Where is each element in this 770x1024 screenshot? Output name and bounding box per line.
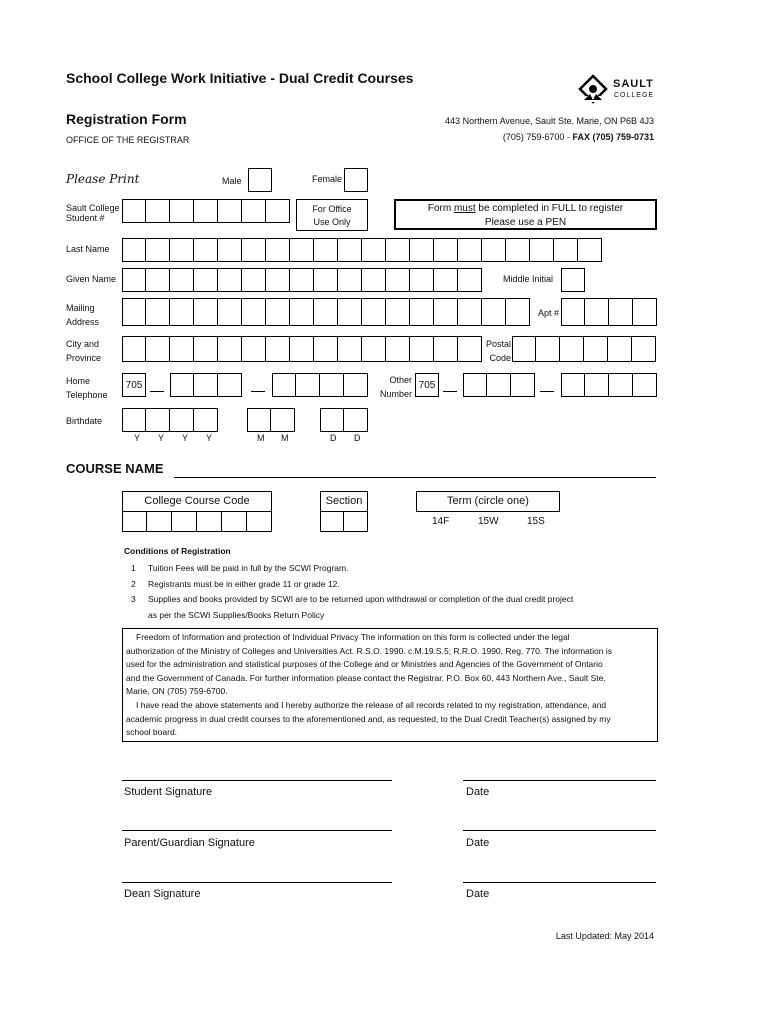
student-number-label-line2: Student #: [66, 213, 105, 223]
office-use-box: [296, 199, 368, 231]
home-phone-dash-2: [251, 391, 265, 392]
course-code-field[interactable]: [122, 511, 272, 532]
other-area-code-value: 705: [415, 373, 439, 397]
privacy-line: school board.: [126, 727, 178, 738]
date-letter: M: [257, 433, 265, 443]
home-phone-line-field[interactable]: [272, 373, 368, 397]
male-label: Male: [222, 176, 242, 186]
form-title: Registration Form: [66, 111, 187, 127]
logo-text-sault: SAULT: [613, 78, 654, 90]
birthdate-month-field[interactable]: [247, 408, 295, 432]
female-checkbox[interactable]: [344, 168, 368, 192]
city-label-line2: Province: [66, 353, 102, 363]
date-letter: Y: [206, 433, 213, 443]
dean-signature-label: Dean Signature: [124, 888, 201, 900]
date-letter: D: [330, 433, 337, 443]
condition-item: 3 Supplies and books provided by SCWI are to be returned upon withdrawal or completion of the dual credit project: [131, 594, 574, 604]
dean-signature-line[interactable]: [122, 882, 392, 883]
date-letter: Y: [182, 433, 189, 443]
please-print-note: Please Print: [66, 172, 140, 186]
privacy-line: and the Government of Canada. For further information please contact the Registrar. P.O. Box 60, 443 Northern Ave., Sault Ste.: [126, 672, 606, 683]
form-heading: School College Work Initiative - Dual Credit Courses: [66, 70, 414, 86]
postal-code-label: [486, 337, 511, 365]
parent-date-label: Date: [466, 837, 490, 849]
student-date-label: Date: [466, 786, 490, 798]
term-header: Term (circle one): [416, 491, 560, 512]
conditions-heading: Conditions of Registration: [124, 546, 231, 556]
city-province-label: [66, 337, 101, 365]
pen-notice-line1: Form must be completed in FULL to register: [427, 203, 624, 214]
other-number-label-line1: Other: [389, 375, 413, 385]
given-name-field[interactable]: [122, 268, 482, 292]
privacy-line: used for the administration and statistical purposes of the College and or Ministries and Agencies of the Government of Ontario: [126, 659, 603, 670]
postal-label-line2: Code: [489, 353, 512, 363]
home-telephone-label: [66, 374, 108, 402]
student-signature-line[interactable]: [122, 780, 392, 781]
middle-initial-label: Middle Initial: [503, 274, 554, 284]
fax-number: FAX (705) 759-0731: [572, 132, 654, 142]
apt-label: Apt #: [538, 308, 560, 318]
last-updated: Last Updated: May 2014: [555, 931, 654, 941]
course-name-line[interactable]: [174, 477, 656, 478]
privacy-line: Marie, ON (705) 759-6700.: [126, 686, 228, 697]
condition-item: 1 Tuition Fees will be paid in full by the SCWI Program.: [131, 563, 349, 573]
pen-notice: [394, 199, 657, 230]
birthdate-day-field[interactable]: [320, 408, 368, 432]
date-letter: Y: [158, 433, 165, 443]
date-letter: D: [354, 433, 361, 443]
other-phone-dash-1: [443, 391, 457, 392]
privacy-line: Freedom of Information and protection of Individual Privacy The information on this form is collected under the legal: [136, 632, 570, 642]
home-phone-dash-1: [150, 391, 164, 392]
parent-date-line[interactable]: [463, 830, 656, 831]
city-label-line1: City and: [66, 339, 100, 349]
term-option-15w[interactable]: 15W: [478, 516, 499, 527]
condition-item: 2 Registrants must be in either grade 11 or grade 12.: [131, 578, 340, 589]
last-name-field[interactable]: [122, 238, 602, 262]
office-use-line1: For Office: [312, 204, 352, 214]
parent-signature-line[interactable]: [122, 830, 392, 831]
student-signature-label: Student Signature: [124, 786, 213, 798]
privacy-line: academic progress in dual credit courses to the aforementioned and, as requested, to the Dual Credit Teacher(s) assigned by my: [126, 713, 611, 724]
condition-item-continued: as per the SCWI Supplies/Books Return Policy: [148, 609, 325, 620]
office-use-line2: Use Only: [313, 217, 351, 227]
student-number-label-line1: Sault College: [66, 203, 120, 213]
given-name-label: Given Name: [66, 274, 117, 284]
last-name-label: Last Name: [66, 244, 110, 254]
male-checkbox[interactable]: [248, 168, 272, 192]
other-number-label: [380, 373, 412, 401]
postal-code-field[interactable]: [512, 336, 656, 362]
privacy-line: I have read the above statements and I hereby authorize the release of all records related to my registration, attendance, and: [136, 699, 607, 710]
parent-signature-label: Parent/Guardian Signature: [124, 837, 255, 849]
home-phone-label-line1: Home: [66, 376, 91, 386]
home-phone-prefix-field[interactable]: [170, 373, 242, 397]
mailing-address-field[interactable]: [122, 298, 530, 326]
other-phone-prefix-field[interactable]: [463, 373, 535, 397]
apt-field[interactable]: [561, 298, 657, 326]
city-province-field[interactable]: [122, 336, 482, 362]
phone-number: (705) 759-6700 -: [502, 132, 573, 142]
term-option-15s[interactable]: 15S: [527, 516, 545, 527]
student-number-label: [66, 203, 120, 223]
office-label: OFFICE OF THE REGISTRAR: [66, 135, 190, 145]
middle-initial-field[interactable]: [561, 268, 585, 292]
other-area-code: [415, 373, 439, 397]
pen-notice-line2: Please use a PEN: [484, 217, 567, 228]
student-number-field[interactable]: [122, 199, 290, 223]
home-area-code-value: 705: [122, 373, 146, 397]
conditions-list: [131, 561, 573, 623]
term-option-14f[interactable]: 14F: [432, 516, 450, 527]
college-address: 443 Northern Avenue, Sault Ste. Marie, ON P6B 4J3: [445, 116, 654, 126]
course-name-heading: COURSE NAME: [66, 461, 164, 476]
postal-label-line1: Postal: [486, 339, 512, 349]
privacy-statement: [122, 628, 658, 742]
date-letter: M: [281, 433, 289, 443]
home-area-code: [122, 373, 146, 397]
college-phone-fax: [503, 132, 654, 142]
mailing-address-label: [66, 301, 99, 329]
student-date-line[interactable]: [463, 780, 656, 781]
mailing-label-line1: Mailing: [66, 303, 95, 313]
birthdate-year-field[interactable]: [122, 408, 218, 432]
section-field[interactable]: [320, 511, 368, 532]
mailing-label-line2: Address: [66, 317, 100, 327]
home-phone-label-line2: Telephone: [66, 390, 108, 400]
dean-date-line[interactable]: [463, 882, 656, 883]
dean-date-label: Date: [466, 888, 490, 900]
other-phone-dash-2: [540, 391, 554, 392]
date-letter: Y: [134, 433, 141, 443]
other-number-label-line2: Number: [380, 389, 413, 399]
course-code-header: College Course Code: [122, 491, 272, 512]
logo-text-college: COLLEGE: [614, 92, 655, 99]
birthdate-label: Birthdate: [66, 416, 103, 426]
other-phone-line-field[interactable]: [561, 373, 657, 397]
female-label: Female: [312, 174, 343, 184]
college-logo: [578, 74, 608, 104]
privacy-line: authorization of the Ministry of Colleges and Universities Act. R.S.O. 1990. c.M.19.S.5; R.R.O. 1990, Reg. 770. The information is: [126, 645, 612, 656]
section-header: Section: [320, 491, 368, 512]
